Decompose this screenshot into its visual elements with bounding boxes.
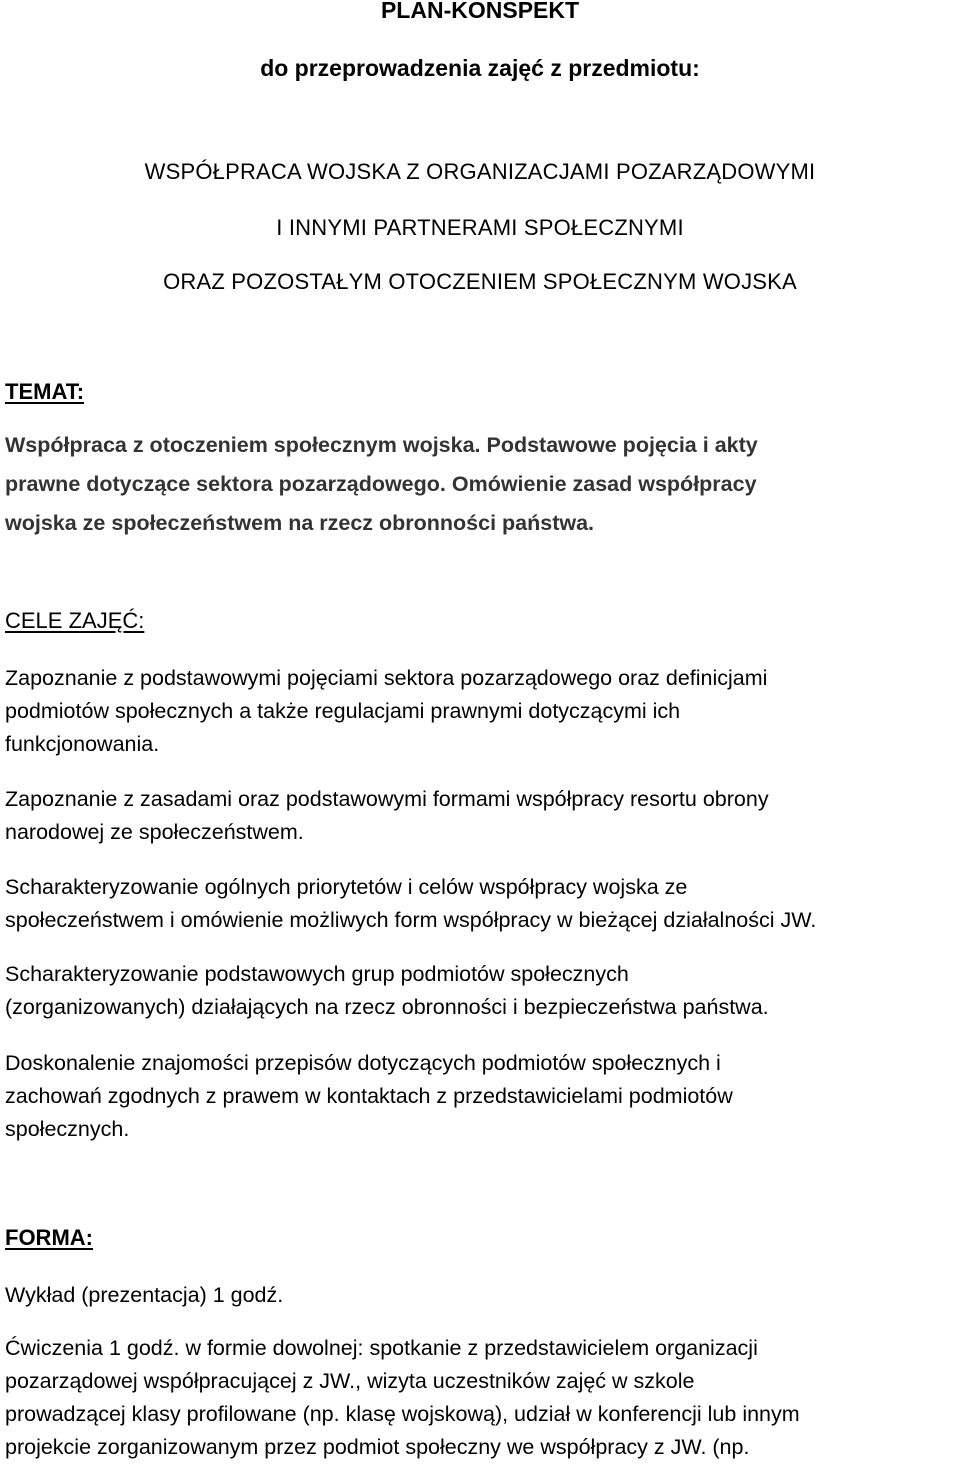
goal-paragraph: [5, 871, 960, 937]
goal-paragraph: [5, 1047, 960, 1146]
topic-line: prawne dotyczące sektora pozarządowego. Omówienie zasad współpracy: [5, 472, 757, 496]
subject-line: WSPÓŁPRACA WOJSKA Z ORGANIZACJAMI POZARZĄDOWYMI: [144, 159, 816, 184]
document-subtitle: do przeprowadzenia zajęć z przedmiotu:: [260, 55, 700, 81]
topic-line: wojska ze społeczeństwem na rzecz obronności państwa.: [5, 511, 595, 535]
goals-heading: CELE ZAJĘĆ:: [5, 608, 145, 633]
form-exercises-line: pozarządowej współpracującej z JW., wizyta uczestników zajęć w szkole: [5, 1369, 695, 1393]
form-heading: FORMA:: [5, 1225, 93, 1250]
topic-heading: TEMAT:: [5, 379, 85, 404]
goal-line: podmiotów społecznych a także regulacjami prawnymi dotyczącymi ich: [5, 699, 681, 723]
goal-line: Zapoznanie z zasadami oraz podstawowymi formami współpracy resortu obrony: [5, 787, 769, 811]
goal-line: narodowej ze społeczeństwem.: [5, 820, 304, 844]
goal-line: Doskonalenie znajomości przepisów dotyczących podmiotów społecznych i: [5, 1051, 721, 1075]
topic-text: [5, 426, 960, 543]
form-lecture: Wykład (prezentacja) 1 godź.: [5, 1283, 284, 1307]
goal-paragraph: [5, 958, 960, 1024]
goal-line: Zapoznanie z podstawowymi pojęciami sektora pozarządowego oraz definicjami: [5, 666, 768, 690]
subject-line: I INNYMI PARTNERAMI SPOŁECZNYMI: [276, 215, 684, 240]
goal-line: funkcjonowania.: [5, 732, 160, 756]
document-title: PLAN-KONSPEKT: [380, 0, 580, 23]
goal-line: Scharakteryzowanie ogólnych priorytetów i celów współpracy wojska ze: [5, 875, 688, 899]
form-exercises-line: projekcie zorganizowanym przez podmiot społeczny we współpracy z JW. (np.: [5, 1435, 750, 1459]
goal-line: (zorganizowanych) działających na rzecz obronności i bezpieczeństwa państwa.: [5, 995, 769, 1019]
form-exercises-line: prowadzącej klasy profilowane (np. klasę wojskową), udział w konferencji lub innym: [5, 1402, 800, 1426]
form-exercises: [5, 1332, 960, 1464]
form-exercises-line: Ćwiczenia 1 godź. w formie dowolnej: spotkanie z przedstawicielem organizacji: [5, 1336, 758, 1360]
subject-line: ORAZ POZOSTAŁYM OTOCZENIEM SPOŁECZNYM WOJSKA: [163, 269, 797, 294]
goal-paragraph: [5, 783, 960, 849]
goal-line: społecznych.: [5, 1117, 130, 1141]
goal-line: Scharakteryzowanie podstawowych grup podmiotów społecznych: [5, 962, 629, 986]
goal-line: społeczeństwem i omówienie możliwych form współpracy w bieżącej działalności JW.: [5, 908, 817, 932]
goal-line: zachowań zgodnych z prawem w kontaktach z przedstawicielami podmiotów: [5, 1084, 733, 1108]
goal-paragraph: [5, 662, 960, 761]
topic-line: Współpraca z otoczeniem społecznym wojska. Podstawowe pojęcia i akty: [5, 433, 758, 457]
